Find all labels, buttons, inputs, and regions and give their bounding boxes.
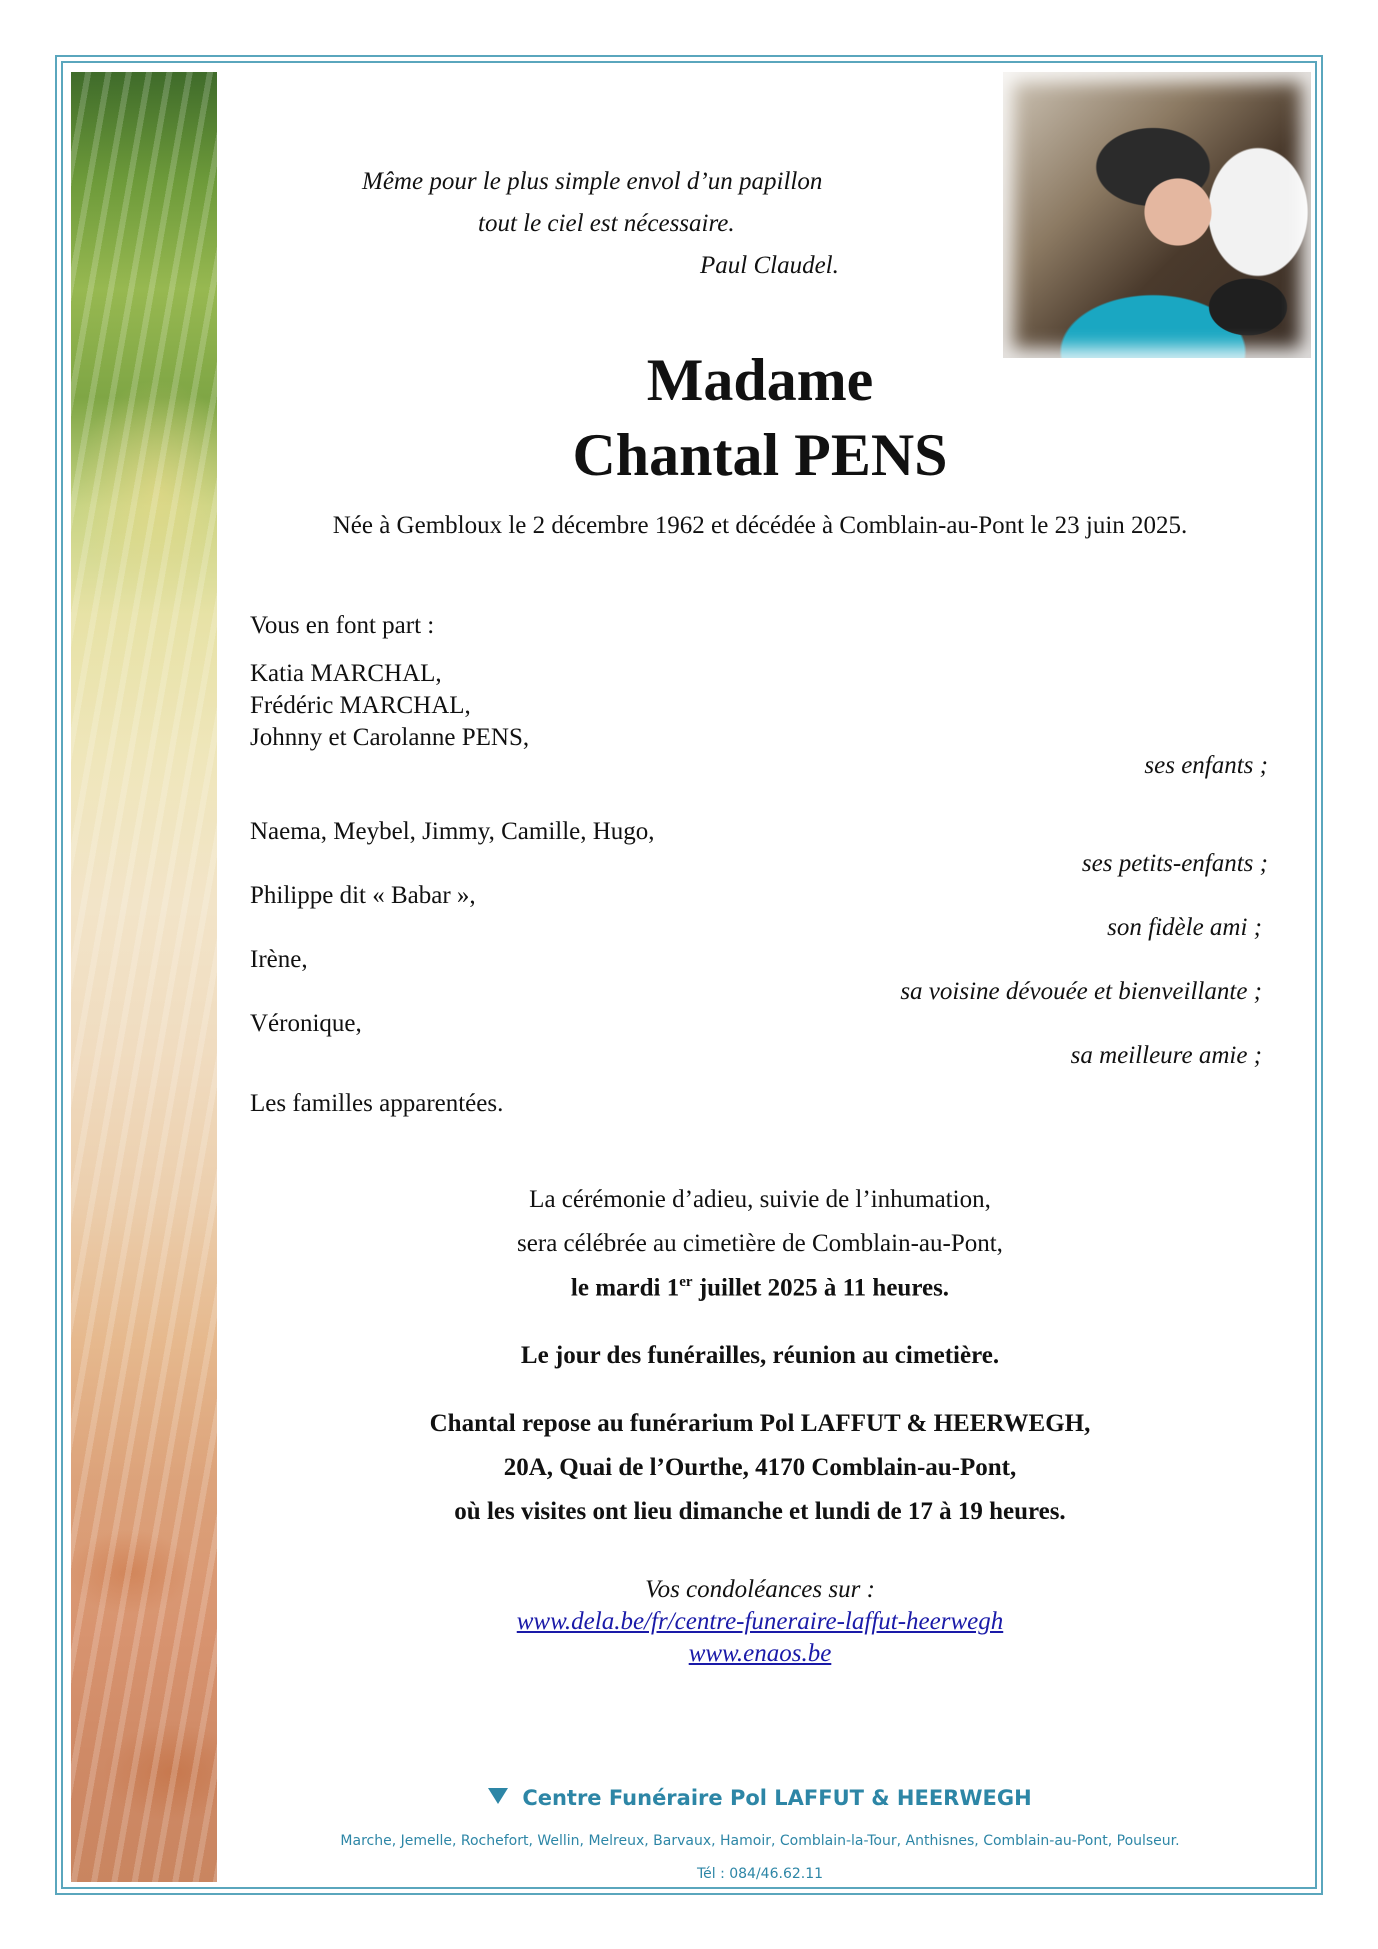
- condolences-link-1-wrap: [250, 1608, 1270, 1636]
- grandchildren-names: Naema, Meybel, Jimmy, Camille, Hugo,: [250, 818, 655, 845]
- ceremony-date: [250, 1274, 1270, 1302]
- child-name: Johnny et Carolanne PENS,: [250, 724, 530, 751]
- neighbor-role: sa voisine dévouée et bienveillante ;: [900, 978, 1262, 1005]
- footer-company-name: Centre Funéraire Pol LAFFUT & HEERWEGH: [522, 1786, 1032, 1810]
- child-name: Katia MARCHAL,: [250, 660, 442, 687]
- neighbor-name: Irène,: [250, 946, 308, 973]
- title-honorific: Madame: [646, 347, 874, 413]
- announcement-intro: Vous en font part :: [250, 612, 435, 639]
- condolences-link-enaos[interactable]: www.enaos.be: [688, 1640, 832, 1667]
- portrait-photo: [1003, 72, 1311, 358]
- rest-line-3: où les visites ont lieu dimanche et lundi de 17 à 19 heures.: [454, 1498, 1066, 1525]
- condolences-link-2-wrap: [250, 1640, 1270, 1668]
- ceremony-line-1: La cérémonie d’adieu, suivie de l’inhumation,: [529, 1186, 991, 1213]
- ceremony-date-sup: er: [679, 1274, 693, 1290]
- best-friend-name: Véronique,: [250, 1010, 362, 1037]
- forest-path-image: [71, 72, 217, 1882]
- footer-phone: Tél : 084/46.62.11: [696, 1866, 824, 1882]
- child-name: Frédéric MARCHAL,: [250, 692, 471, 719]
- children-list: [250, 658, 529, 754]
- condolences-link-dela[interactable]: www.dela.be/fr/centre-funeraire-laffut-heerwegh: [516, 1608, 1004, 1635]
- meeting-line: Le jour des funérailles, réunion au cimetière.: [520, 1342, 1000, 1369]
- birth-death-line: Née à Gembloux le 2 décembre 1962 et décédée à Comblain-au-Pont le 23 juin 2025.: [332, 512, 1188, 539]
- ceremony-date-prefix: le mardi 1: [570, 1274, 680, 1302]
- quote-line-2: tout le ciel est nécessaire.: [478, 210, 735, 237]
- best-friend-role: sa meilleure amie ;: [1070, 1042, 1262, 1069]
- friend-role: son fidèle ami ;: [1107, 914, 1262, 941]
- footer-locations: Marche, Jemelle, Rochefort, Wellin, Melreux, Barvaux, Hamoir, Comblain-la-Tour, Anthisnes, Comblain-au-Pont, Poulseur.: [340, 1833, 1180, 1849]
- quote-line-1: Même pour le plus simple envol d’un papillon: [362, 168, 823, 195]
- triangle-down-icon: [488, 1788, 508, 1804]
- relatives-line: Les familles apparentées.: [250, 1090, 504, 1117]
- rest-line-1: Chantal repose au funérarium Pol LAFFUT & HEERWEGH,: [429, 1410, 1091, 1437]
- friend-name: Philippe dit « Babar »,: [250, 882, 476, 909]
- grandchildren-role: ses petits-enfants ;: [1081, 850, 1268, 877]
- rest-line-2: 20A, Quai de l’Ourthe, 4170 Comblain-au-Pont,: [503, 1454, 1017, 1481]
- ceremony-line-2: sera célébrée au cimetière de Comblain-au-Pont,: [517, 1230, 1003, 1257]
- condolences-label: Vos condoléances sur :: [645, 1576, 875, 1603]
- quote-author: Paul Claudel.: [700, 252, 839, 279]
- ceremony-date-suffix: juillet 2025 à 11 heures.: [692, 1274, 950, 1302]
- children-role: ses enfants ;: [1144, 752, 1268, 779]
- deceased-name: Chantal PENS: [572, 422, 948, 488]
- footer-company: [250, 1786, 1270, 1810]
